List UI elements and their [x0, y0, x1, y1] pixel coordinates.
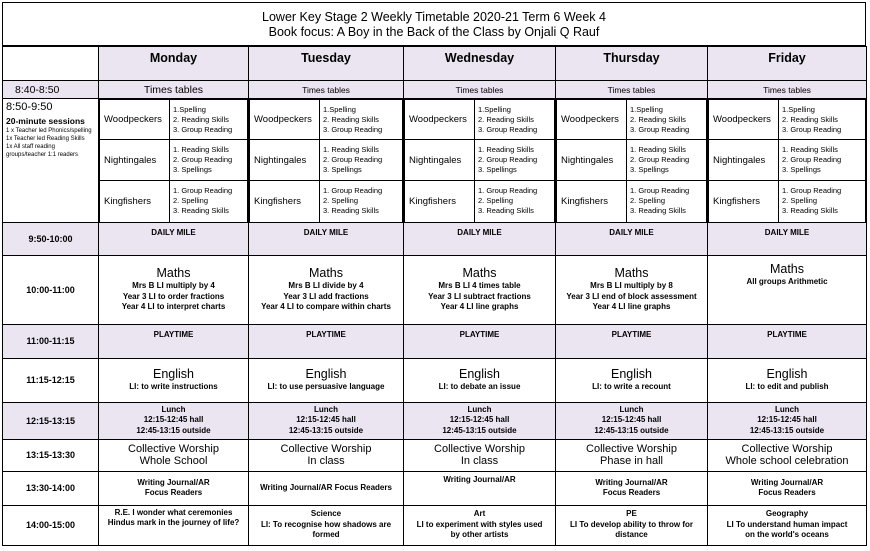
group-activities: 1. Group Reading 2. Spelling 3. Reading Skills [627, 181, 707, 222]
lunch-monday: Lunch 12:15-12:45 hall 12:45-13:15 outside [99, 402, 249, 439]
group-name: Woodpeckers [557, 100, 627, 140]
english-friday: English LI: to edit and publish [708, 358, 867, 402]
time-12-15: 12:15-13:15 [3, 402, 99, 439]
group-sessions-row [3, 99, 867, 223]
groups-tuesday [249, 99, 404, 223]
maths-friday: Maths All groups Arithmetic [708, 255, 867, 324]
group-activities: 1.Spelling 2. Reading Skills 3. Group Reading [320, 100, 403, 140]
group-activities: 1. Group Reading 2. Spelling 3. Reading Skills [320, 181, 403, 222]
time-8-50: 8:50-9:50 [6, 101, 53, 113]
time-11-00: 11:00-11:15 [3, 324, 99, 358]
maths-row [3, 255, 867, 324]
daily-mile-thursday: DAILY MILE [556, 222, 708, 255]
timetable-grid [2, 46, 867, 546]
daily-mile-friday: DAILY MILE [708, 222, 867, 255]
worship-row [3, 439, 867, 471]
day-thursday: Thursday [556, 47, 708, 81]
day-tuesday: Tuesday [249, 47, 404, 81]
playtime-row [3, 324, 867, 358]
lunch-thursday: Lunch 12:15-12:45 hall 12:45-13:15 outside [556, 402, 708, 439]
playtime-wednesday: PLAYTIME [404, 324, 556, 358]
writing-thursday: Writing Journal/AR Focus Readers [556, 471, 708, 505]
group-name: Woodpeckers [405, 100, 475, 140]
session-note: 1x Teacher led Reading Skills [6, 136, 85, 142]
session-note: 1x All staff reading groups/teacher 1:1 readers [6, 144, 79, 158]
worship-friday: Collective Worship Whole school celebration [708, 439, 867, 471]
group-name: Woodpeckers [250, 100, 320, 140]
group-name: Kingfishers [100, 181, 170, 222]
daily-mile-tuesday: DAILY MILE [249, 222, 404, 255]
english-tuesday: English LI: to use persuasive language [249, 358, 404, 402]
time-8-40: 8:40-8:50 [3, 81, 99, 99]
group-activities: 1.Spelling 2. Reading Skills 3. Group Reading [779, 100, 866, 140]
group-activities: 1.Spelling 2. Reading Skills 3. Group Reading [475, 100, 555, 140]
english-wednesday: English LI: to debate an issue [404, 358, 556, 402]
afternoon-row [3, 505, 867, 545]
group-activities: 1.Spelling 2. Reading Skills 3. Group Reading [170, 100, 248, 140]
group-name: Kingfishers [709, 181, 779, 222]
writing-monday: Writing Journal/AR Focus Readers [99, 471, 249, 505]
corner-cell [3, 47, 99, 81]
group-name: Nightingales [557, 140, 627, 181]
worship-monday: Collective Worship Whole School [99, 439, 249, 471]
group-activities: 1.Spelling 2. Reading Skills 3. Group Reading [627, 100, 707, 140]
group-name: Nightingales [250, 140, 320, 181]
english-monday: English LI: to write instructions [99, 358, 249, 402]
group-activities: 1. Group Reading 2. Spelling 3. Reading Skills [779, 181, 866, 222]
writing-row [3, 471, 867, 505]
maths-thursday: Maths Mrs B LI multiply by 8 Year 3 LI end of block assessment Year 4 LI line graphs [556, 255, 708, 324]
worship-tuesday: Collective Worship In class [249, 439, 404, 471]
group-name: Woodpeckers [100, 100, 170, 140]
group-activities: 1. Group Reading 2. Spelling 3. Reading Skills [475, 181, 555, 222]
group-name: Nightingales [709, 140, 779, 181]
timetable-header [2, 2, 866, 46]
groups-table [404, 99, 555, 222]
group-name: Nightingales [405, 140, 475, 181]
english-thursday: English LI: to write a recount [556, 358, 708, 402]
group-activities: 1. Reading Skills 2. Group Reading 3. Spellings [627, 140, 707, 181]
times-tables-thursday: Times tables [556, 81, 708, 99]
time-13-15: 13:15-13:30 [3, 439, 99, 471]
worship-thursday: Collective Worship Phase in hall [556, 439, 708, 471]
maths-tuesday: Maths Mrs B LI divide by 4 Year 3 LI add fractions Year 4 LI to compare within charts [249, 255, 404, 324]
afternoon-tuesday: Science LI: To recognise how shadows are formed [249, 505, 404, 545]
lunch-wednesday: Lunch 12:15-12:45 hall 12:45-13:15 outside [404, 402, 556, 439]
group-name: Nightingales [100, 140, 170, 181]
times-tables-wednesday: Times tables [404, 81, 556, 99]
daily-mile-monday: DAILY MILE [99, 222, 249, 255]
groups-table [249, 99, 403, 222]
day-monday: Monday [99, 47, 249, 81]
afternoon-thursday: PE LI To develop ability to throw for distance [556, 505, 708, 545]
time-10-00: 10:00-11:00 [3, 255, 99, 324]
time-14-00: 14:00-15:00 [3, 505, 99, 545]
group-activities: 1. Reading Skills 2. Group Reading 3. Spellings [779, 140, 866, 181]
playtime-thursday: PLAYTIME [556, 324, 708, 358]
lunch-friday: Lunch 12:15-12:45 hall 12:45-13:15 outside [708, 402, 867, 439]
groups-table [708, 99, 866, 222]
maths-monday: Maths Mrs B LI multiply by 4 Year 3 LI to order fractions Year 4 LI to interpret charts [99, 255, 249, 324]
lunch-tuesday: Lunch 12:15-12:45 hall 12:45-13:15 outside [249, 402, 404, 439]
groups-wednesday [404, 99, 556, 223]
afternoon-wednesday: Art LI to experiment with styles used by other artists [404, 505, 556, 545]
group-activities: 1. Reading Skills 2. Group Reading 3. Spellings [170, 140, 248, 181]
group-activities: 1. Reading Skills 2. Group Reading 3. Spellings [475, 140, 555, 181]
english-row [3, 358, 867, 402]
timetable-title: Lower Key Stage 2 Weekly Timetable 2020-21 Term 6 Week 4 [262, 10, 606, 24]
times-tables-row [3, 81, 867, 99]
groups-table [556, 99, 707, 222]
groups-monday [99, 99, 249, 223]
playtime-friday: PLAYTIME [708, 324, 867, 358]
daily-mile-row [3, 222, 867, 255]
groups-thursday [556, 99, 708, 223]
writing-wednesday: Writing Journal/AR [404, 471, 556, 505]
playtime-monday: PLAYTIME [99, 324, 249, 358]
maths-wednesday: Maths Mrs B LI 4 times table Year 3 LI subtract fractions Year 4 LI line graphs [404, 255, 556, 324]
group-name: Kingfishers [405, 181, 475, 222]
session-length: 20-minute sessions [6, 116, 85, 126]
times-tables-monday: Times tables [99, 81, 249, 99]
lunch-row [3, 402, 867, 439]
day-friday: Friday [708, 47, 867, 81]
times-tables-friday: Times tables [708, 81, 867, 99]
time-9-50: 9:50-10:00 [3, 222, 99, 255]
times-tables-tuesday: Times tables [249, 81, 404, 99]
playtime-tuesday: PLAYTIME [249, 324, 404, 358]
session-note: 1 x Teacher led Phonics/spelling [6, 128, 92, 134]
group-name: Woodpeckers [709, 100, 779, 140]
afternoon-monday: R.E. I wonder what ceremonies Hindus mark in the journey of life? [99, 505, 249, 545]
session-notes [6, 127, 95, 159]
time-13-30: 13:30-14:00 [3, 471, 99, 505]
group-name: Kingfishers [557, 181, 627, 222]
writing-tuesday: Writing Journal/AR Focus Readers [249, 471, 404, 505]
worship-wednesday: Collective Worship In class [404, 439, 556, 471]
timetable-subtitle: Book focus: A Boy in the Back of the Class by Onjali Q Rauf [268, 25, 600, 39]
group-name: Kingfishers [250, 181, 320, 222]
writing-friday: Writing Journal/AR Focus Readers [708, 471, 867, 505]
time-11-15: 11:15-12:15 [3, 358, 99, 402]
day-header-row [3, 47, 867, 81]
groups-table [99, 99, 248, 222]
day-wednesday: Wednesday [404, 47, 556, 81]
afternoon-friday: Geography LI To understand human impact on the world's oceans [708, 505, 867, 545]
daily-mile-wednesday: DAILY MILE [404, 222, 556, 255]
session-info-cell [3, 99, 99, 223]
group-activities: 1. Group Reading 2. Spelling 3. Reading Skills [170, 181, 248, 222]
group-activities: 1. Reading Skills 2. Group Reading 3. Spellings [320, 140, 403, 181]
groups-friday [708, 99, 867, 223]
